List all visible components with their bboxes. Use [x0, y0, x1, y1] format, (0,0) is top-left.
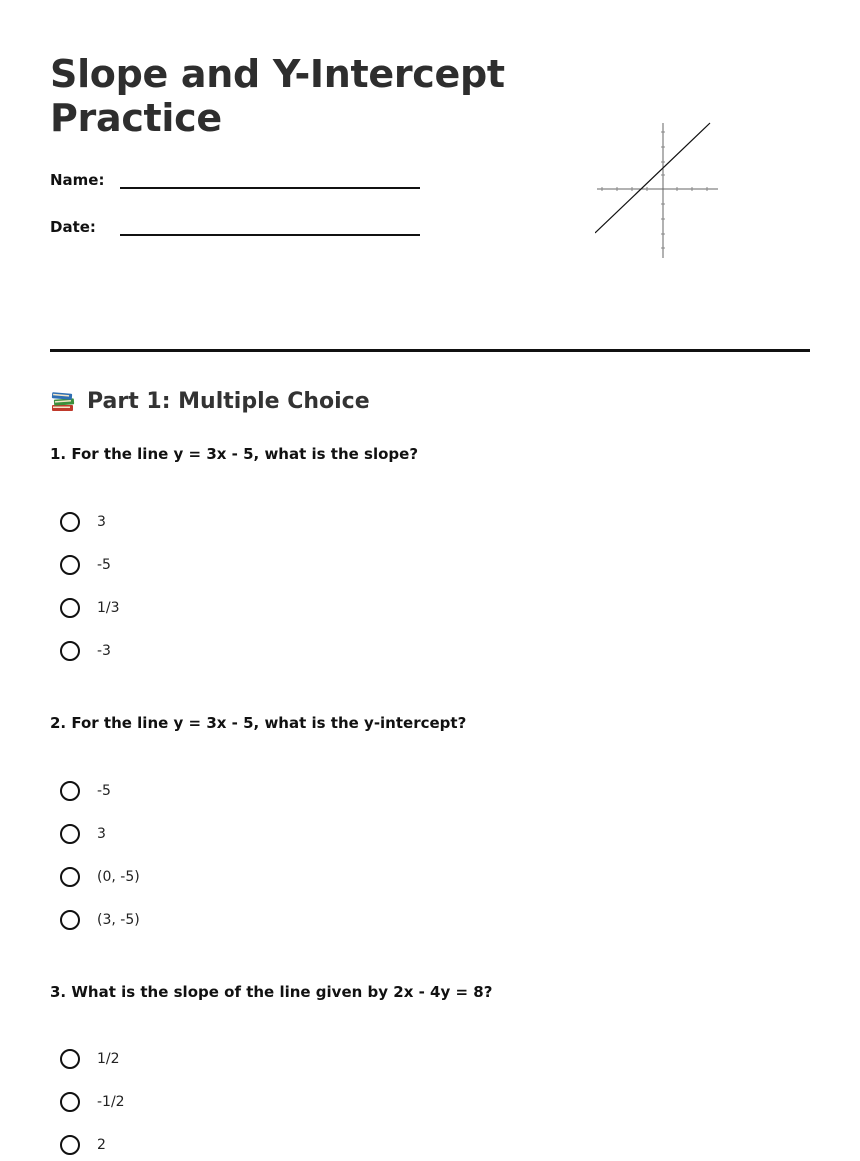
option-label: 3: [97, 826, 106, 842]
question-1: 1. For the line y = 3x - 5, what is the slope?: [50, 445, 419, 463]
q1-option-2[interactable]: [60, 552, 111, 578]
q3-option-1[interactable]: [60, 1046, 120, 1072]
q2-option-4[interactable]: [60, 907, 140, 933]
name-input-line[interactable]: [120, 167, 420, 189]
x-axis: [597, 187, 718, 191]
question-3: 3. What is the slope of the line given by 2x - 4y = 8?: [50, 983, 493, 1001]
radio-button[interactable]: [60, 910, 80, 930]
section-heading: [50, 388, 370, 414]
radio-button[interactable]: [60, 867, 80, 887]
option-label: -5: [97, 783, 111, 799]
title-line-1: Slope and Y-Intercept: [50, 52, 505, 96]
q1-option-4[interactable]: [60, 638, 111, 664]
radio-button[interactable]: [60, 1049, 80, 1069]
graph-line: [595, 123, 710, 233]
option-label: 1/2: [97, 1051, 120, 1067]
q2-option-3[interactable]: [60, 864, 140, 890]
section-title-text: Part 1: Multiple Choice: [87, 388, 370, 414]
q3-option-3[interactable]: [60, 1132, 106, 1158]
worksheet-page: [50, 0, 810, 1153]
radio-button[interactable]: [60, 1135, 80, 1155]
section-divider: [50, 349, 810, 352]
option-label: -3: [97, 643, 111, 659]
option-label: 2: [97, 1137, 106, 1153]
page-title: [50, 52, 505, 140]
option-label: 1/3: [97, 600, 120, 616]
radio-button[interactable]: [60, 598, 80, 618]
books-icon: [50, 388, 76, 414]
q1-option-1[interactable]: [60, 509, 106, 535]
radio-button[interactable]: [60, 824, 80, 844]
option-label: (3, -5): [97, 912, 140, 928]
radio-button[interactable]: [60, 555, 80, 575]
option-label: 3: [97, 514, 106, 530]
y-axis: [661, 123, 665, 258]
name-label: Name:: [50, 171, 105, 189]
date-input-line[interactable]: [120, 214, 420, 236]
option-label: -5: [97, 557, 111, 573]
title-line-2: Practice: [50, 96, 222, 140]
line-graph-image: [595, 120, 720, 260]
name-field[interactable]: [50, 167, 420, 189]
q3-option-2[interactable]: [60, 1089, 125, 1115]
q2-option-2[interactable]: [60, 821, 106, 847]
q1-option-3[interactable]: [60, 595, 120, 621]
date-field[interactable]: [50, 214, 420, 236]
date-label: Date:: [50, 218, 96, 236]
question-2: 2. For the line y = 3x - 5, what is the y-intercept?: [50, 714, 467, 732]
option-label: (0, -5): [97, 869, 140, 885]
q2-option-1[interactable]: [60, 778, 111, 804]
worksheet-header: [50, 0, 810, 414]
radio-button[interactable]: [60, 641, 80, 661]
radio-button[interactable]: [60, 781, 80, 801]
radio-button[interactable]: [60, 512, 80, 532]
radio-button[interactable]: [60, 1092, 80, 1112]
option-label: -1/2: [97, 1094, 125, 1110]
